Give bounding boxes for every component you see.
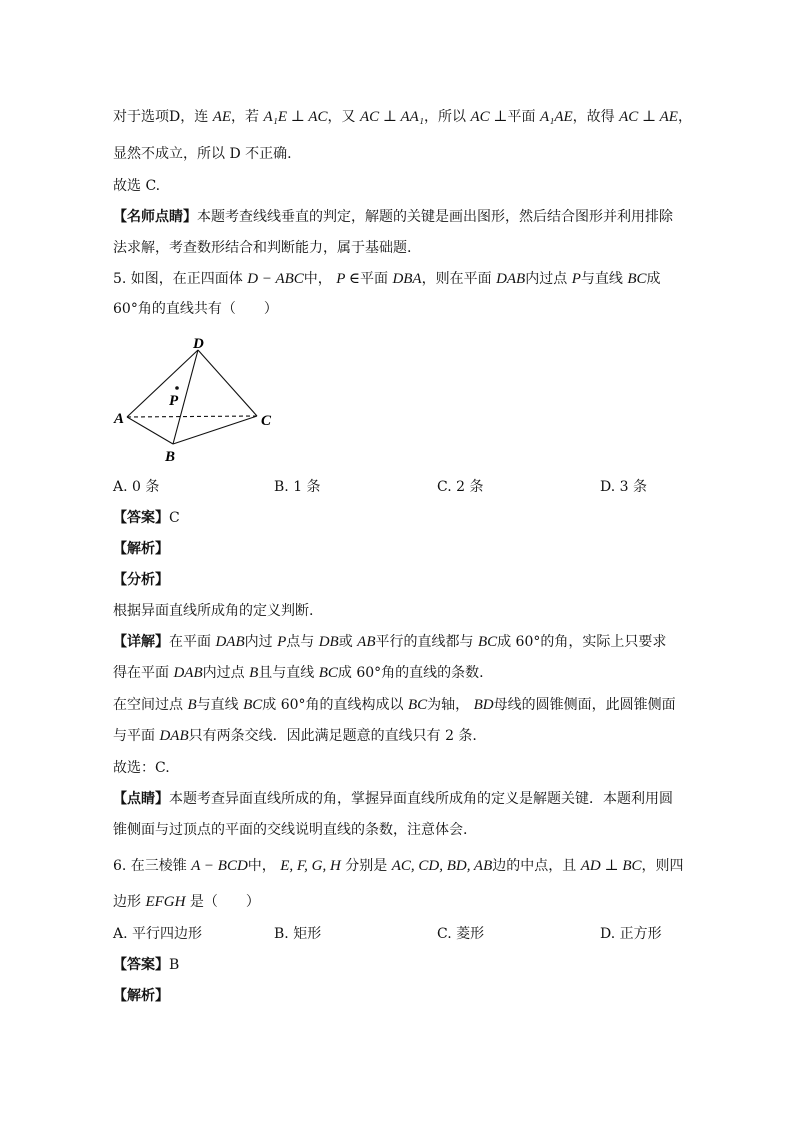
edge-DA [127, 350, 198, 417]
q6-option-b: B. 矩形 [274, 926, 322, 942]
prev-note-line-2: 法求解，考查数形结合和判断能力，属于基础题. [113, 240, 412, 256]
q5-stem-line-1: 5. 如图，在正四面体 D − ABC中， P ∈平面 DBA，则在平面 DAB内过点 P与直线 BC成 [113, 271, 661, 287]
edge-BC [173, 416, 257, 444]
q5-option-d: D. 3 条 [600, 479, 647, 495]
q6-option-d: D. 正方形 [600, 926, 662, 942]
edge-AB [127, 417, 173, 444]
prev-note-line-1: 【名师点睛】本题考查线线垂直的判定，解题的关键是画出图形，然后结合图形并利用排除 [113, 209, 673, 225]
q5-detail-line-1: 【详解】在平面 DAB内过 P点与 DB或 AB平行的直线都与 BC成 60°的角，实际上只要求 [113, 634, 667, 650]
q5-option-a: A. 0 条 [113, 479, 160, 495]
q5-option-c: C. 2 条 [437, 479, 484, 495]
q5-detail-line-3: 在空间过点 B与直线 BC成 60°角的直线构成以 BC为轴， BD母线的圆锥侧面，此圆锥侧面 [113, 697, 676, 713]
point-P-dot [175, 386, 179, 390]
option-d-conclusion: 显然不成立，所以 D 不正确. [113, 146, 292, 162]
q5-detail-line-4: 与平面 DAB只有两条交线．因此满足题意的直线只有 2 条. [113, 728, 477, 744]
q5-stem-line-2: 60°角的直线共有（ ） [113, 301, 278, 317]
label-D: D [193, 336, 204, 352]
label-C: C [261, 413, 272, 429]
option-d-analysis-line: 对于选项D，连 AE，若 A₁E ⊥ AC，又 AC ⊥ AA₁，所以 AC ⊥平面 A₁AE，故得 AC ⊥ AE， [113, 109, 692, 125]
label-A: A [114, 411, 125, 427]
q5-fenxi-label: 【分析】 [113, 572, 169, 588]
q5-answer: 【答案】C [113, 510, 180, 526]
edge-AC-hidden [127, 416, 257, 417]
q6-jiexi-label: 【解析】 [113, 988, 169, 1004]
q5-detail-line-2: 得在平面 DAB内过点 B且与直线 BC成 60°角的直线的条数. [113, 665, 484, 681]
edge-DC [198, 350, 257, 416]
tetrahedron-figure [110, 330, 280, 465]
q5-fenxi-text: 根据异面直线所成角的定义判断. [113, 603, 314, 619]
note-label: 【名师点睛】 [113, 209, 197, 225]
q5-dianjing-line-2: 锥侧面与过顶点的平面的交线说明直线的条数，注意体会. [113, 822, 468, 838]
q5-dianjing-line-1: 【点睛】本题考查异面直线所成的角，掌握异面直线所成角的定义是解题关键．本题利用圆 [113, 791, 673, 807]
q6-stem-line-2: 边形 EFGH 是（ ） [113, 894, 260, 910]
q6-answer: 【答案】B [113, 957, 180, 973]
label-P: P [169, 393, 179, 409]
q5-jiexi-label: 【解析】 [113, 541, 169, 557]
q6-option-c: C. 菱形 [437, 926, 485, 942]
q5-choice: 故选：C. [113, 760, 170, 776]
q5-option-b: B. 1 条 [274, 479, 321, 495]
q6-option-a: A. 平行四边形 [113, 926, 203, 942]
label-B: B [165, 449, 176, 465]
prev-answer-choice: 故选 C. [113, 178, 161, 194]
q6-stem-line-1: 6. 在三棱锥 A − BCD中， E, F, G, H 分别是 AC, CD, BD, AB边的中点，且 AD ⊥ BC，则四 [113, 858, 684, 874]
